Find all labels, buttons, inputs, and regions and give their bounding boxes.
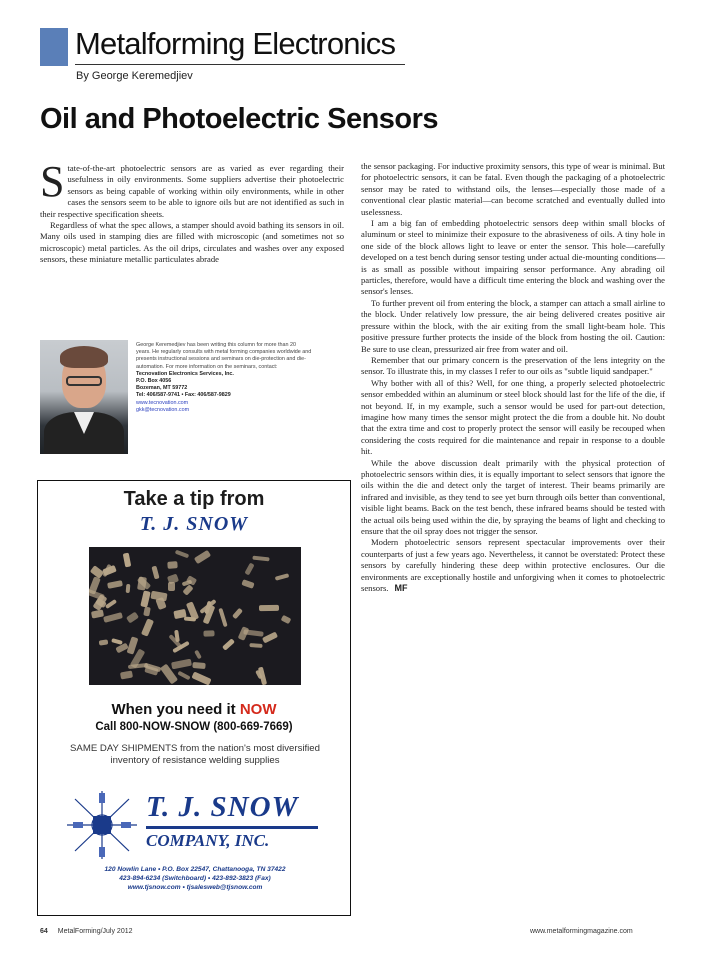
- article-paragraph: Regardless of what the spec allows, a stamper should avoid bathing its sensors in oil. Many oils used in stamping dies are filled with microscopic (and sometimes not so microscopic) metal particles. As the oil drips, circulates and washes over any exposed sensors, these miniature metallic particulates abrade: [40, 220, 344, 265]
- welding-tip-part: [171, 659, 192, 670]
- welding-tip-part: [262, 632, 278, 644]
- footer-website[interactable]: www.metalformingmagazine.com: [530, 928, 633, 935]
- article-paragraph: To further prevent oil from entering the block, a stamper can attach a small airline to the block. Under relatively low pressure, the air being delivered creates positive air pressure within the block, with the air exiting from the small light-beam hole. This positive pressure further protects the inside of the block from hosting the oil. Caution: Be sure to use clean, pressurized air free from water and oil.: [361, 297, 665, 354]
- welding-tip-part: [281, 615, 292, 624]
- article-paragraph: the sensor packaging. For inductive proximity sensors, this type of wear is minimal. But for photoelectric sensors, it can be fatal. Even though the packaging of a photoelectric sensor may be rated to withstand oils, the lenses—especially those made of a conventional clear plastic material—can become scratched and eventually dulled into uselessness.: [361, 161, 665, 217]
- welding-tip-part: [218, 608, 227, 627]
- ad-phone-number: Call 800-NOW-SNOW (800-669-7669): [95, 721, 293, 733]
- bio-text: George Keremedjiev has been writing this column for more than 20 years. He regularly consults with metal forming companies worldwide and presents instructional sessions and seminars on die-protection and die-automation. For more information on the seminars, contact: Tecnovation Electronics Services, Inc. P.O. Box 4056 Bozeman, MT 59772 Tel: 406/587-9741 • Fax: 406/587-9829 www.tecnovation.com gkk@tecnovation.com: [136, 342, 312, 413]
- article-paragraph: I am a big fan of embedding photoelectric sensors deep within small blocks of aluminum or steel to minimize their exposure to the abrasiveness of oils. A tiny hole in one side of the block allows light to leave or enter the sensor. This hole—carefully developed on a test bench during sensor testing under actual die-mounting conditions—is as small as possible without impairing sensor performance. Any abrading oil particles, therefore, would have a difficult time entering the block and washing over the sensor's lenses.: [361, 218, 665, 297]
- bio-website-link[interactable]: www.tecnovation.com: [136, 399, 189, 406]
- article-right-column: [361, 161, 665, 594]
- article-paragraph: Remember that our primary concern is the preservation of the lens integrity on the sensor. To illustrate this, in my classes I refer to our oils as "subtle liquid sandpaper.": [361, 354, 665, 377]
- welding-tip-part: [191, 671, 211, 685]
- welding-tip-part: [123, 553, 132, 568]
- ad-when-line: When you need it NOW: [111, 701, 277, 718]
- ad-address: 120 Nowlin Lane • P.O. Box 22547, Chattanooga, TN 37422 423-894-6234 (Switchboard) • 423-892-3823 (Fax) www.tjsnow.com • tjsalesweb@tjsnow.com: [48, 866, 342, 892]
- welding-tip-part: [111, 638, 123, 645]
- bio-company: Tecnovation Electronics Services, Inc.: [136, 370, 234, 377]
- welding-tip-part: [192, 662, 205, 669]
- issue-label: MetalForming/July 2012: [57, 928, 133, 935]
- page-number: 64: [40, 928, 48, 935]
- welding-tip-part: [194, 550, 211, 564]
- ad-shipments-text: SAME DAY SHIPMENTS from the nation's most diversified inventory of resistance welding supplies: [70, 743, 320, 766]
- welding-tip-part: [150, 591, 167, 602]
- ad-now-word: NOW: [239, 701, 277, 718]
- ad-brand: T. J. SNOW: [139, 513, 249, 535]
- welding-tip-part: [151, 566, 159, 580]
- welding-tip-part: [194, 650, 202, 660]
- welding-tip-part: [168, 582, 175, 591]
- tj-snow-advertisement: [37, 480, 351, 916]
- article-headline: Oil and Photoelectric Sensors: [40, 103, 439, 135]
- author-bio: [40, 340, 344, 462]
- welding-tip-part: [177, 671, 190, 681]
- welding-tip-part: [232, 608, 243, 620]
- welding-tip-part: [107, 580, 123, 589]
- author-photo: [40, 340, 128, 454]
- article-paragraph: While the above discussion dealt primarily with the physical protection of photoelectric sensors within dies, it is equally important to select sensors that ignore the oils within the die and detect only the target of interest. Their beams primarily are infrared and invisible, as they tend to see yet burn through oils better than conventional, visible light beams. Back on the test bench, these infrared beams should be tested with the actual oils being used within the die, by spraying the beams of light and checking to ensure that the oil spray does not trigger the sensor.: [361, 457, 665, 536]
- bio-email-link[interactable]: gkk@tecnovation.com: [136, 406, 190, 413]
- article-paragraph: State-of-the-art photoelectric sensors are as varied as ever regarding their usefulness in oily environments. Some suppliers advertise their photoelectric sensors as being capable of working within oily environments, while in other cases the sensors seem to be able to ignore oils but are not identified as such in their respective specification sheets.: [40, 157, 344, 219]
- ad-title: Take a tip from: [123, 488, 265, 510]
- welding-tip-part: [175, 550, 190, 559]
- ad-product-photo: [89, 547, 301, 685]
- welding-tip-part: [143, 607, 151, 617]
- byline: By George Keremedjiev: [76, 70, 193, 82]
- drop-cap: S: [40, 157, 65, 206]
- bio-phones: Tel: 406/587-9741 • Fax: 406/587-9829: [136, 392, 231, 399]
- welding-tip-part: [167, 561, 177, 569]
- section-color-block: [40, 28, 68, 66]
- header-rule: [75, 64, 405, 65]
- article-paragraph: Why bother with all of this? Well, for one thing, a properly selected photoelectric sensor embedded within an aluminum or steel block should last for the life of the die, if not beyond. If, in my example, such a sensor would be used for part-out detection, imagine how many times the sensor might protect the die from a double hit. No doubt that the extra time and cost to properly protect the sensor will easily be recouped when considering the costs required for die maintenance and repair in response to a double hit.: [361, 377, 665, 457]
- welding-tip-part: [244, 563, 254, 576]
- article-left-column: [40, 157, 344, 266]
- ad-company-suffix: COMPANY, INC.: [146, 831, 270, 850]
- welding-tip-part: [120, 671, 133, 680]
- welding-tip-part: [203, 630, 214, 636]
- welding-tip-part: [140, 590, 150, 607]
- welding-tip-part: [105, 599, 117, 609]
- welding-tip-part: [184, 616, 196, 621]
- welding-tip-part: [126, 612, 139, 624]
- welding-tip-part: [259, 605, 279, 611]
- welding-tip-part: [252, 556, 269, 562]
- article-paragraph: Modern photoelectric sensors represent spectacular improvements over their counterparts of just a few years ago. Nevertheless, it cannot be overstated: Protect these sensors by carefully hindering these deep within protective enclosures. Our die environments are exceptionally hostile and unforgiving when it comes to photoelectric sensors. MF: [361, 537, 665, 594]
- welding-tip-part: [241, 579, 254, 589]
- welding-tip-part: [141, 618, 154, 636]
- welding-tip-part: [222, 638, 235, 650]
- welding-tip-part: [99, 639, 109, 645]
- ad-web-link[interactable]: www.tjsnow.com • tjsalesweb@tjsnow.com: [127, 883, 263, 891]
- bio-po-box: P.O. Box 4056: [136, 378, 172, 385]
- welding-tip-part: [103, 612, 123, 623]
- end-mark: MF: [394, 583, 408, 594]
- welding-tip-part: [91, 609, 104, 618]
- tj-snow-logo-icon: [63, 789, 141, 861]
- ad-company-bar: [146, 826, 318, 829]
- welding-tip-part: [249, 643, 262, 648]
- ad-company-name: T. J. SNOW: [146, 791, 299, 823]
- welding-tip-part: [126, 584, 131, 593]
- bio-city: Bozeman, MT 59772: [136, 385, 188, 392]
- footer-left: [40, 928, 133, 935]
- welding-tip-part: [275, 573, 290, 580]
- section-title: Metalforming Electronics: [75, 26, 396, 61]
